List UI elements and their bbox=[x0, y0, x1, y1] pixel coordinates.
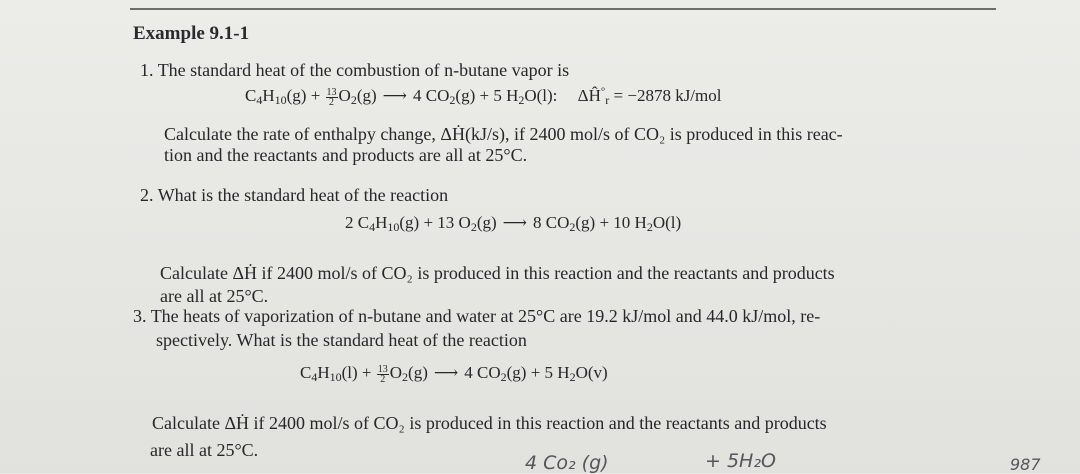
eq1-dh-sup: ° bbox=[600, 85, 606, 98]
problem-3-body-line-1: Calculate ΔḢ if 2400 mol/s of CO₂ is produced in this reaction and the reactants and products bbox=[152, 413, 827, 433]
eq1-frac-num: 13 bbox=[326, 86, 337, 98]
eq1-term: (g) + 5 H bbox=[455, 86, 519, 105]
eq1-sub: 2 bbox=[518, 93, 525, 107]
eq1-term: (g) bbox=[356, 86, 377, 105]
eq2-sub: 2 bbox=[646, 220, 653, 234]
problem-1-number: 1. bbox=[140, 60, 154, 80]
eq3-term: (g) bbox=[408, 363, 428, 382]
eq2-sub: 2 bbox=[470, 220, 477, 234]
eq2-term: (g) + 13 O bbox=[399, 213, 471, 232]
eq1-term: O(l): bbox=[524, 86, 558, 105]
problem-2-equation bbox=[345, 213, 681, 233]
eq1-term: H bbox=[262, 86, 275, 105]
eq1-dh-value: = −2878 kJ/mol bbox=[609, 86, 722, 105]
eq2-sub: 4 bbox=[369, 220, 376, 234]
eq3-sub: 2 bbox=[500, 370, 507, 384]
eq3-sub: 2 bbox=[402, 370, 409, 384]
eq2-term: 2 C bbox=[345, 213, 370, 232]
eq3-fraction bbox=[377, 365, 389, 384]
problem-3-intro-text: The heats of vaporization of n-butane and water at 25°C are 19.2 kJ/mol and 44.0 kJ/mol, re- bbox=[150, 306, 821, 326]
eq1-term: C bbox=[245, 86, 257, 105]
problem-1-body-line-2: tion and the reactants and products are all at 25°C. bbox=[164, 145, 528, 165]
eq3-term: O bbox=[389, 363, 403, 382]
problem-2-intro-text: What is the standard heat of the reaction bbox=[157, 185, 449, 205]
eq3-sub: 10 bbox=[329, 370, 342, 384]
eq1-dh-sub: r bbox=[605, 93, 610, 107]
eq3-term: O(v) bbox=[575, 363, 608, 382]
problem-3-intro-line-1 bbox=[133, 306, 820, 327]
eq3-frac-den: 2 bbox=[380, 373, 386, 385]
eq2-term: 8 CO bbox=[533, 213, 570, 232]
problem-3-body-line-2: are all at 25°C. bbox=[150, 440, 259, 460]
eq1-term: 4 CO bbox=[413, 86, 450, 105]
handwritten-note-co2: 4 Co₂ (g) bbox=[525, 452, 609, 474]
eq1-sub: 2 bbox=[350, 93, 357, 107]
top-rule bbox=[130, 8, 996, 10]
eq2-sub: 2 bbox=[569, 220, 576, 234]
eq3-term: (l) + bbox=[341, 363, 376, 382]
problem-1-intro-text: The standard heat of the combustion of n-butane vapor is bbox=[157, 60, 570, 80]
reaction-arrow-icon: ⟶ bbox=[382, 86, 408, 105]
eq3-term: (g) + 5 H bbox=[506, 363, 570, 382]
eq3-sub: 2 bbox=[569, 370, 576, 384]
problem-1-intro bbox=[140, 60, 569, 81]
problem-3-intro-line-2: spectively. What is the standard heat of the reaction bbox=[156, 330, 527, 350]
eq3-term: C bbox=[300, 363, 312, 382]
handwritten-note-number: 987 bbox=[1010, 455, 1041, 474]
eq1-term: O bbox=[338, 86, 351, 105]
problem-1-body-line-1: Calculate the rate of enthalpy change, ΔḢ(kJ/s), if 2400 mol/s of CO₂ is produced in this reac- bbox=[164, 124, 843, 144]
eq3-term: 4 CO bbox=[464, 363, 501, 382]
eq3-term: H bbox=[317, 363, 330, 382]
eq2-sub: 10 bbox=[387, 220, 400, 234]
eq2-term: H bbox=[375, 213, 388, 232]
problem-2-body-line-1: Calculate ΔḢ if 2400 mol/s of CO₂ is produced in this reaction and the reactants and products bbox=[160, 263, 835, 283]
problem-2-body-line-2: are all at 25°C. bbox=[160, 286, 269, 306]
eq1-dh-symbol: ΔĤ bbox=[577, 86, 601, 105]
example-heading: Example 9.1-1 bbox=[133, 23, 250, 44]
eq1-sub: 2 bbox=[449, 93, 456, 107]
reaction-arrow-icon: ⟶ bbox=[433, 363, 459, 382]
reaction-arrow-icon: ⟶ bbox=[502, 213, 528, 232]
eq1-sub: 10 bbox=[274, 93, 287, 107]
handwritten-note-h2o: + 5H₂O bbox=[705, 450, 776, 472]
eq3-frac-num: 13 bbox=[377, 363, 388, 375]
problem-2-intro bbox=[140, 185, 448, 206]
eq1-term: (g) + bbox=[286, 86, 325, 105]
eq3-sub: 4 bbox=[311, 370, 318, 384]
problem-3-equation bbox=[300, 363, 608, 384]
eq1-fraction bbox=[326, 88, 338, 107]
eq1-frac-den: 2 bbox=[329, 96, 335, 108]
eq2-term: (g) + 10 H bbox=[575, 213, 647, 232]
problem-2-number: 2. bbox=[140, 185, 154, 205]
eq2-term: (g) bbox=[476, 213, 497, 232]
problem-3-number: 3. bbox=[133, 306, 147, 326]
problem-1-equation bbox=[245, 86, 721, 107]
eq1-sub: 4 bbox=[256, 93, 263, 107]
eq2-term: O(l) bbox=[652, 213, 682, 232]
